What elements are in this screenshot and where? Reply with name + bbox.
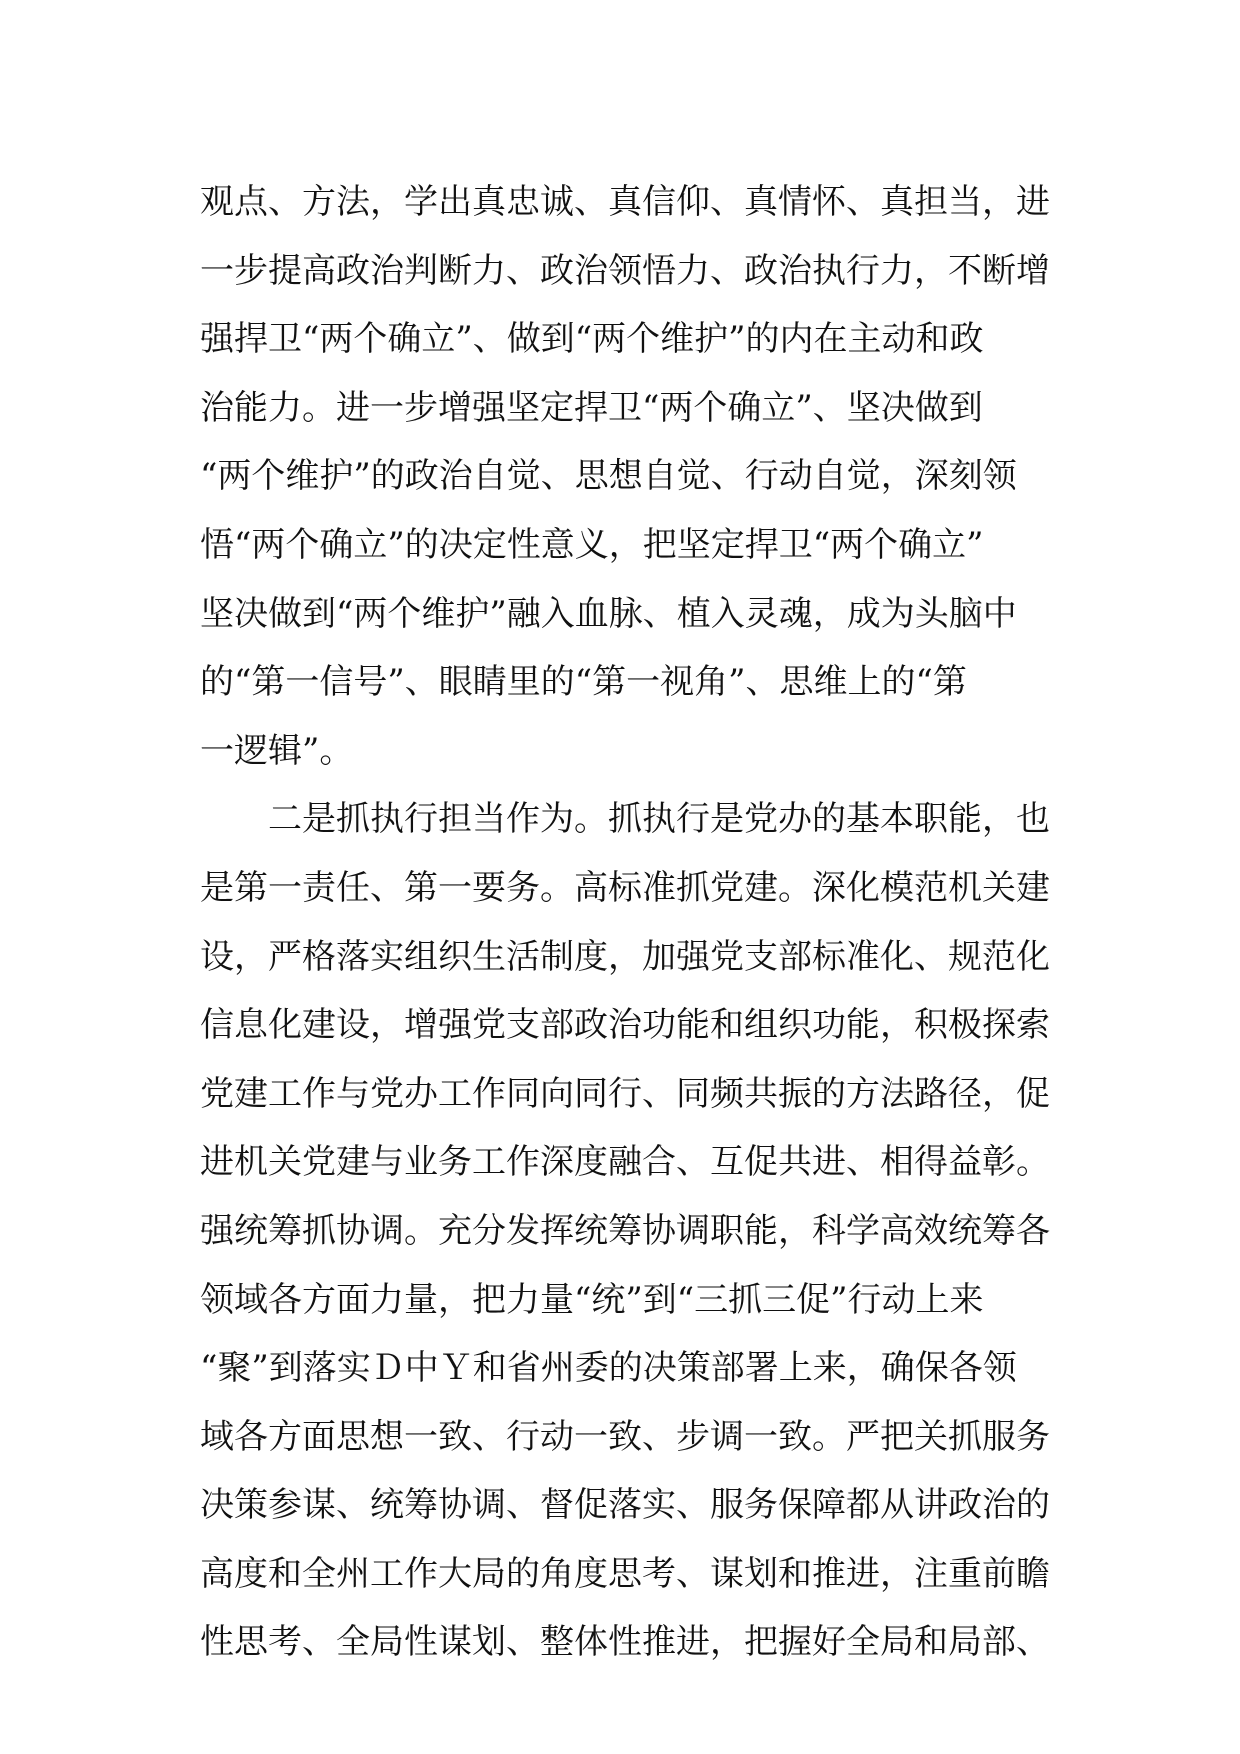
- text-line: “两个维护”的政治自觉、思想自觉、行动自觉，深刻领: [200, 456, 1017, 497]
- text-line: 悟“两个确立”的决定性意义，把坚定捍卫“两个确立”: [200, 524, 984, 565]
- paragraph-start-line: 二是抓执行担当作为。抓执行是党办的基本职能，也: [200, 799, 1050, 840]
- body-text: [200, 168, 1060, 1677]
- text-line: 治能力。进一步增强坚定捍卫“两个确立”、坚决做到: [200, 387, 983, 428]
- text-line: “聚”到落实Ｄ中Ｙ和省州委的决策部署上来，确保各领: [200, 1348, 1017, 1389]
- text-line: 强统筹抓协调。充分发挥统筹协调职能，科学高效统筹各: [200, 1210, 1050, 1251]
- text-line: 决策参谋、统筹协调、督促落实、服务保障都从讲政治的: [200, 1485, 1050, 1526]
- text-line: 观点、方法，学出真忠诚、真信仰、真情怀、真担当，进: [200, 182, 1050, 222]
- text-line: 一逻辑”。: [200, 730, 354, 771]
- text-line: 的“第一信号”、眼睛里的“第一视角”、思维上的“第: [200, 662, 967, 703]
- text-line: 强捍卫“两个确立”、做到“两个维护”的内在主动和政: [200, 319, 984, 360]
- text-line: 高度和全州工作大局的角度思考、谋划和推进，注重前瞻: [200, 1553, 1050, 1594]
- text-line: 进机关党建与业务工作深度融合、互促共进、相得益彰。: [200, 1142, 1050, 1183]
- text-line: 性思考、全局性谋划、整体性推进，把握好全局和局部、: [200, 1622, 1050, 1663]
- text-line: 域各方面思想一致、行动一致、步调一致。严把关抓服务: [200, 1416, 1050, 1457]
- text-line: 设，严格落实组织生活制度，加强党支部标准化、规范化: [200, 936, 1050, 977]
- text-line: 领域各方面力量，把力量“统”到“三抓三促”行动上来: [200, 1279, 984, 1320]
- text-line: 是第一责任、第一要务。高标准抓党建。深化模范机关建: [200, 867, 1050, 908]
- text-line: 党建工作与党办工作同向同行、同频共振的方法路径，促: [200, 1073, 1050, 1114]
- text-line: 一步提高政治判断力、政治领悟力、政治执行力，不断增: [200, 250, 1050, 291]
- text-line: 坚决做到“两个维护”融入血脉、植入灵魂，成为头脑中: [200, 593, 1017, 634]
- text-line: 信息化建设，增强党支部政治功能和组织功能，积极探索: [200, 1005, 1050, 1046]
